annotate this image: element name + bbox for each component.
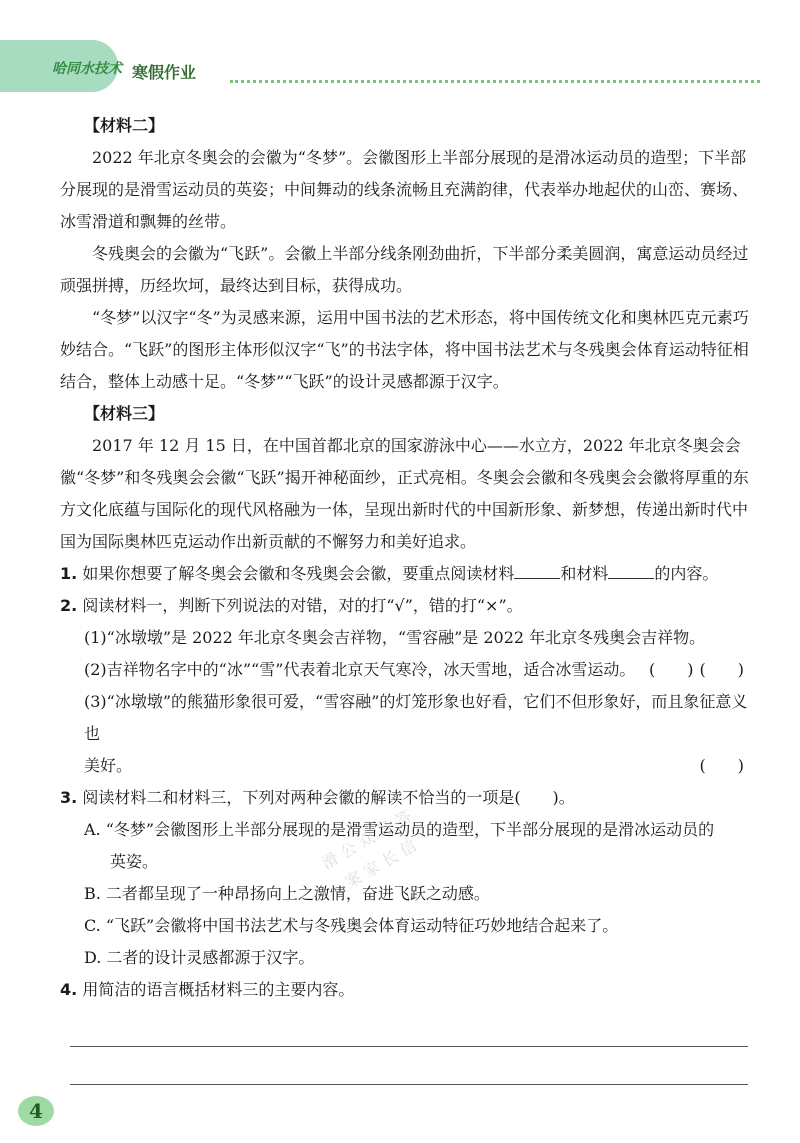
material2-paragraph: 冬残奥会的会徽为“飞跃”。会徽上半部分线条刚劲曲折，下半部分柔美圆润，寓意运动员经过顽强拼搏，历经坎坷，最终达到目标，获得成功。	[60, 244, 749, 295]
judgment-text: (1)“冰墩墩”是 2022 年北京冬奥会吉祥物，“雪容融”是 2022 年北京冬残奥会吉祥物。	[84, 628, 706, 647]
question-number: 2.	[60, 596, 78, 615]
answer-paren[interactable]: ( )	[699, 756, 744, 775]
question-2	[60, 590, 750, 622]
judgment-text: (2)吉祥物名字中的“冰”“雪”代表着北京天气寒冷，冰天雪地，适合冰雪运动。	[84, 660, 636, 679]
question-text: 阅读材料一，判断下列说法的对错，对的打“√”，错的打“×”。	[82, 596, 523, 615]
question-text: 用简洁的语言概括材料三的主要内容。	[82, 980, 355, 999]
question-number: 4.	[60, 980, 78, 999]
question-1	[60, 558, 750, 590]
brand-logo: 哈同水技术	[52, 61, 122, 77]
answer-line[interactable]	[70, 1046, 748, 1047]
judgment-text: (3)“冰墩墩”的熊猫形象很可爱，“雪容融”的灯笼形象也好看，它们不但形象好，而且象征意义也	[84, 692, 748, 743]
judgment-item-cont	[60, 750, 750, 782]
material2-paragraph: “冬梦”以汉字“冬”为灵感来源，运用中国书法的艺术形态，将中国传统文化和奥林匹克元素巧妙结合。“飞跃”的图形主体形似汉字“飞”的书法字体，将中国书法艺术与冬残奥会体育运动特征相结合，整体上动感十足。“冬梦”“飞跃”的设计灵感都源于汉字。	[60, 308, 749, 391]
question-text: 如果你想要了解冬奥会会徽和冬残奥会会徽，要重点阅读材料	[82, 564, 515, 583]
option-a-cont: 英姿。	[110, 852, 159, 871]
header-title: 寒假作业	[132, 63, 197, 82]
material3-title: 【材料三】	[84, 404, 165, 423]
header-dotted-rule	[230, 80, 760, 83]
watermark-stamp: 滑 公 众 号 答 案 家 长 信	[318, 806, 420, 893]
question-text: 的内容。	[654, 564, 719, 583]
question-4	[60, 974, 750, 1006]
page-number: 4	[18, 1096, 54, 1126]
question-number: 1.	[60, 564, 78, 583]
question-text: 和材料	[560, 564, 609, 583]
judgment-item	[60, 654, 750, 686]
answer-blank[interactable]	[608, 560, 654, 579]
material2-paragraph: 2022 年北京冬奥会的会徽为“冬梦”。会徽图形上半部分展现的是滑冰运动员的造型；下半部分展现的是滑雪运动员的英姿；中间舞动的线条流畅且充满韵律，代表举办地起伏的山峦、赛场、冰雪滑道和飘舞的丝带。	[60, 148, 749, 231]
judgment-item	[60, 686, 750, 750]
option-b: B. 二者都呈现了一种昂扬向上之激情，奋进飞跃之动感。	[84, 884, 490, 903]
answer-line[interactable]	[70, 1084, 748, 1085]
question-text: 阅读材料二和材料三，下列对两种会徽的解读不恰当的一项是( )。	[82, 788, 575, 807]
option-c: C. “飞跃”会徽将中国书法艺术与冬残奥会体育运动特征巧妙地结合起来了。	[84, 916, 619, 935]
option-d: D. 二者的设计灵感都源于汉字。	[84, 948, 315, 967]
judgment-text: 美好。	[84, 756, 133, 775]
option-a: A. “冬梦”会徽图形上半部分展现的是滑雪运动员的造型，下半部分展现的是滑冰运动员的	[84, 820, 715, 839]
answer-paren[interactable]: ( )	[649, 660, 694, 679]
answer-paren[interactable]: ( )	[699, 660, 744, 679]
answer-blank[interactable]	[514, 560, 560, 579]
material3-paragraph: 2017 年 12 月 15 日，在中国首都北京的国家游泳中心——水立方，2022 年北京冬奥会会徽“冬梦”和冬残奥会会徽“飞跃”揭开神秘面纱，正式亮相。冬奥会会徽和冬残奥会会徽将厚重的东方文化底蕴与国际化的现代风格融为一体，呈现出新时代的中国新形象、新梦想，传递出新时代中国为国际奥林匹克运动作出新贡献的不懈努力和美好追求。	[60, 436, 749, 551]
material2-title: 【材料二】	[84, 116, 165, 135]
question-number: 3.	[60, 788, 78, 807]
